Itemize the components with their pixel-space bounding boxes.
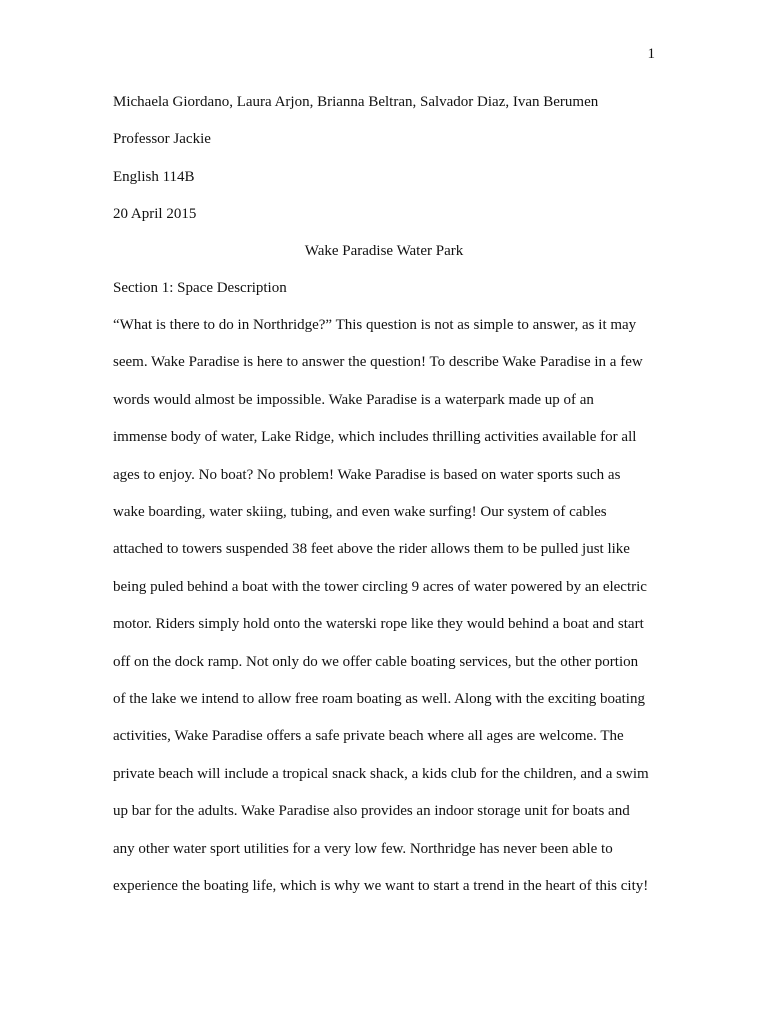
body-line: being puled behind a boat with the tower circling 9 acres of water powered by an electric — [113, 578, 647, 595]
body-line: activities, Wake Paradise offers a safe private beach where all ages are welcome. The — [113, 728, 624, 745]
body-line: “What is there to do in Northridge?” This question is not as simple to answer, as it may — [113, 317, 637, 333]
section-heading: Section 1: Space Description — [113, 280, 287, 296]
body-line: motor. Riders simply hold onto the waterski rope like they would behind a boat and start — [113, 616, 644, 633]
body-line: off on the dock ramp. Not only do we offer cable boating services, but the other portion — [113, 653, 639, 670]
body-line: ages to enjoy. No boat? No problem! Wake Paradise is based on water sports such as — [113, 466, 621, 483]
page-number: 1 — [647, 46, 655, 62]
course-name: English 114B — [113, 169, 195, 185]
author-names: Michaela Giordano, Laura Arjon, Brianna Beltran, Salvador Diaz, Ivan Berumen — [113, 94, 599, 110]
body-line: attached to towers suspended 38 feet above the rider allows them to be pulled just like — [113, 541, 630, 558]
body-line: private beach will include a tropical snack shack, a kids club for the children, and a swim — [113, 765, 649, 782]
document-title: Wake Paradise Water Park — [304, 243, 464, 259]
document-date: 20 April 2015 — [113, 206, 197, 222]
body-line: words would almost be impossible. Wake Paradise is a waterpark made up of an — [113, 391, 594, 408]
body-line: immense body of water, Lake Ridge, which includes thrilling activities available for all — [113, 429, 637, 446]
body-line: of the lake we intend to allow free roam boating as well. Along with the exciting boating — [113, 691, 645, 707]
professor-name: Professor Jackie — [113, 131, 211, 147]
body-line: experience the boating life, which is why we want to start a trend in the heart of this city! — [113, 878, 649, 894]
body-line: up bar for the adults. Wake Paradise also provides an indoor storage unit for boats and — [113, 803, 630, 820]
body-line: seem. Wake Paradise is here to answer the question! To describe Wake Paradise in a few — [113, 354, 643, 371]
body-line: any other water sport utilities for a very low few. Northridge has never been able to — [113, 840, 613, 857]
body-line: wake boarding, water skiing, tubing, and even wake surfing! Our system of cables — [113, 504, 607, 520]
